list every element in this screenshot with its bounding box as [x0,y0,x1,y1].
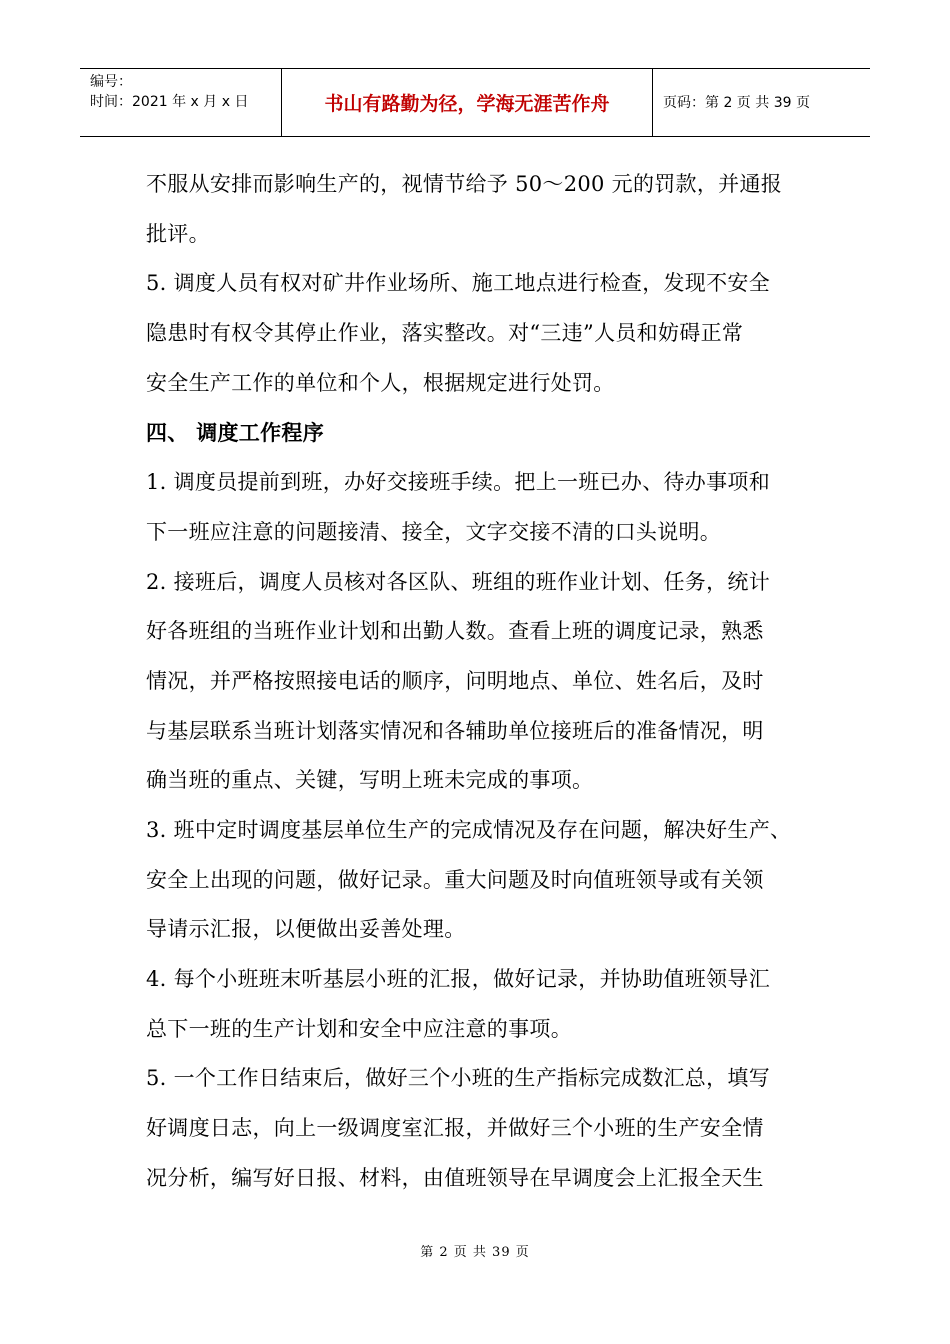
text-line: 隐患时有权令其停止作业，落实整改。对“三违”人员和妨碍正常 [146,321,744,346]
text-line: 5. 调度人员有权对矿井作业场所、施工地点进行检查，发现不安全 [146,271,771,296]
text-line: 确当班的重点、关键，写明上班未完成的事项。 [146,768,594,793]
text-line: 批评。 [146,221,210,246]
text-line: 1. 调度员提前到班，办好交接班手续。把上一班已办、待办事项和 [146,470,771,495]
document-date: 时间：2021 年 x 月 x 日 [90,94,249,110]
text-line: 情况，并严格按照接电话的顺序，问明地点、单位、姓名后，及时 [146,668,764,693]
text-line: 总下一班的生产计划和安全中应注意的事项。 [146,1016,572,1041]
section-heading: 四、 调度工作程序 [146,420,325,446]
document-number-label: 编号： [90,74,132,90]
text-line: 4. 每个小班班末听基层小班的汇报，做好记录，并协助值班领导汇 [146,967,771,991]
document-body [146,160,816,1203]
text-line: 5. 一个工作日结束后，做好三个小班的生产指标完成数汇总，填写 [146,1066,771,1091]
text-line: 与基层联系当班计划落实情况和各辅助单位接班后的准备情况，明 [146,718,764,743]
text-line: 安全生产工作的单位和个人，根据规定进行处罚。 [146,370,615,395]
text-line: 好调度日志，向上一级调度室汇报，并做好三个小班的生产安全情 [146,1116,764,1141]
text-line: 2. 接班后，调度人员核对各区队、班组的班作业计划、任务，统计 [146,569,771,594]
text-line: 好各班组的当班作业计划和出勤人数。查看上班的调度记录，熟悉 [146,619,764,644]
text-line: 3. 班中定时调度基层单位生产的完成情况及存在问题，解决好生产、 [146,817,792,842]
header-motto-cell [282,69,653,136]
header-meta-cell [80,69,282,136]
header-page-cell [653,69,870,136]
page-header [80,68,870,137]
text-line: 安全上出现的问题，做好记录。重大问题及时向值班领导或有关领 [146,867,764,892]
text-line: 导请示汇报，以便做出妥善处理。 [146,917,466,942]
header-motto: 书山有路勤为径，学海无涯苦作舟 [324,93,610,115]
text-line: 不服从安排而影响生产的，视情节给予 50～200 元的罚款，并通报 [146,172,783,196]
header-page-info: 页码：第 2 页 共 39 页 [663,95,810,111]
text-line: 况分析，编写好日报、材料，由值班领导在早调度会上汇报全天生 [146,1165,764,1190]
page-footer: 第 2 页 共 39 页 [420,1245,530,1260]
text-line: 下一班应注意的问题接清、接全，文字交接不清的口头说明。 [146,519,722,544]
